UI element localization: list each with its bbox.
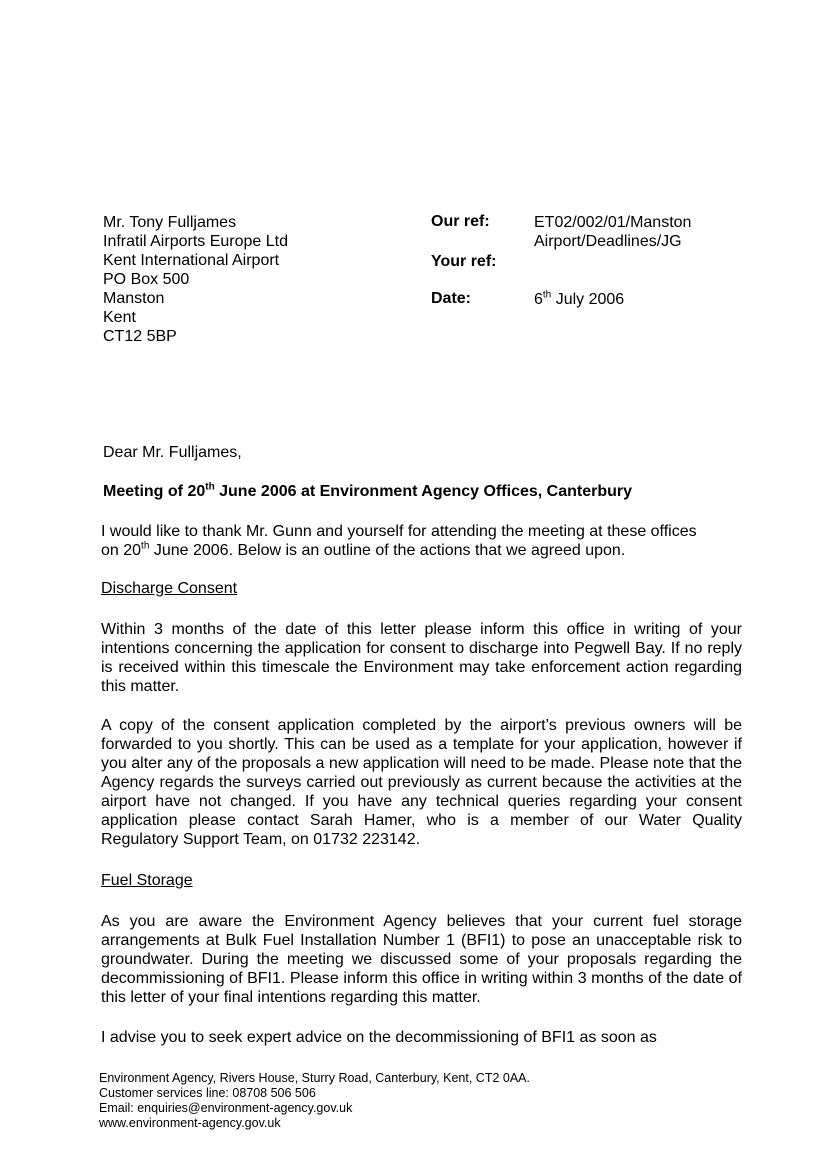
address-line: Mr. Tony Fulljames [103, 214, 237, 231]
address-line: Manston [103, 290, 165, 307]
recipient-address [103, 213, 288, 346]
our-ref-value [534, 213, 691, 251]
fuel-paragraph-2: I advise you to seek expert advice on the decommissioning of BFI1 as soon as [101, 1029, 657, 1046]
intro-post: June 2006. Below is an outline of the actions that we agreed upon. [149, 542, 626, 559]
fuel-storage-heading: Fuel Storage [101, 872, 193, 889]
address-line: Infratil Airports Europe Ltd [103, 233, 288, 250]
footer-line: Environment Agency, Rivers House, Sturry Road, Canterbury, Kent, CT2 0AA. [99, 1071, 530, 1085]
footer-line: www.environment-agency.gov.uk [99, 1116, 281, 1130]
intro-pre: on 20 [101, 542, 142, 559]
discharge-paragraph-1: Within 3 months of the date of this letter please inform this office in writing of your intentions concerning the application for consent to discharge into Pegwell Bay. If no reply is received within this timescale the Environment may take enforcement action regarding this matter. [101, 621, 742, 695]
footer-contact [99, 1071, 530, 1131]
your-ref-label: Your ref: [431, 253, 497, 270]
footer-line: Customer services line: 08708 506 506 [99, 1086, 316, 1100]
date-rest: July 2006 [551, 291, 625, 308]
date-label: Date: [431, 290, 472, 307]
subject-pre: Meeting of 20 [103, 483, 206, 500]
subject-ordinal: th [205, 481, 215, 493]
footer-line: Email: enquiries@environment-agency.gov.uk [99, 1101, 353, 1115]
letter-date [534, 290, 624, 309]
intro-ordinal: th [141, 540, 150, 552]
discharge-paragraph-2: A copy of the consent application completed by the airport’s previous owners will be forwarded to you shortly. This can be used as a template for your application, however if you alter any of the proposals a new application will need to be made. Please note that the Agency regards the surveys carried out previously as current because the activities at the airport have not changed. If you have any technical queries regarding your consent application please contact Sarah Hamer, who is a member of our Water Quality Regulatory Support Team, on 01732 223142. [101, 717, 742, 848]
address-line: PO Box 500 [103, 271, 190, 288]
salutation: Dear Mr. Fulljames, [103, 444, 242, 461]
address-line: Kent [103, 309, 136, 326]
intro-line: I would like to thank Mr. Gunn and yourself for attending the meeting at these offices [101, 523, 697, 540]
our-ref-line: ET02/002/01/Manston [534, 214, 692, 231]
subject-post: June 2006 at Environment Agency Offices, Canterbury [214, 483, 632, 500]
date-day: 6 [534, 291, 543, 308]
subject-line [103, 483, 632, 501]
intro-line [101, 541, 742, 560]
discharge-consent-heading: Discharge Consent [101, 580, 238, 597]
address-line: CT12 5BP [103, 328, 177, 345]
date-ordinal: th [542, 289, 552, 301]
our-ref-label: Our ref: [431, 213, 490, 230]
address-line: Kent International Airport [103, 252, 280, 269]
intro-paragraph [101, 522, 742, 560]
our-ref-line: Airport/Deadlines/JG [534, 233, 682, 250]
fuel-paragraph-1: As you are aware the Environment Agency believes that your current fuel storage arrangements at Bulk Fuel Installation Number 1 (BFI1) to pose an unacceptable risk to groundwater. During the meeting we discussed some of your proposals regarding the decommissioning of BFI1. Please inform this office in writing within 3 months of the date of this letter of your final intentions regarding this matter. [101, 913, 742, 1006]
